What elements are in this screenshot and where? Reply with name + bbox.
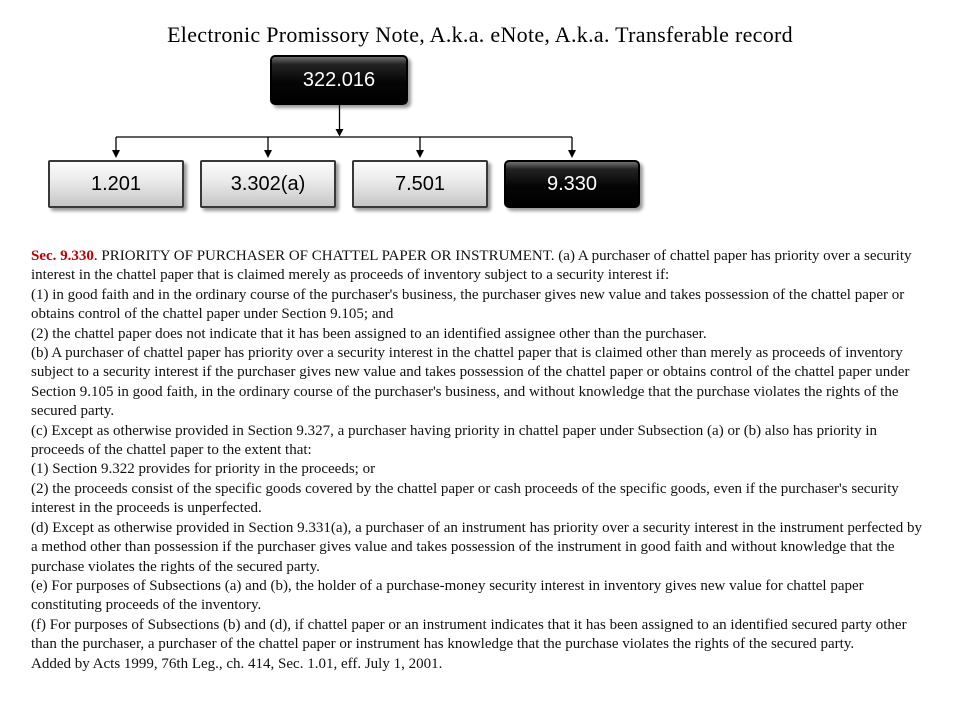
node-label: 9.330	[546, 172, 598, 195]
node-3-302a	[200, 160, 336, 208]
node-1-201	[48, 160, 184, 208]
statute-credit-line: Added by Acts 1999, 76th Leg., ch. 414, Sec. 1.01, eff. July 1, 2001.	[31, 655, 443, 672]
statute-text	[31, 247, 932, 674]
section-hierarchy-diagram	[0, 0, 960, 230]
statute-paragraph: (c) Except as otherwise provided in Section 9.327, a purchaser having priority in chattel paper under Subsection (a) or (b) also has priority in proceeds of the chattel paper to the extent that:	[31, 422, 877, 459]
statute-paragraph: (1) Section 9.322 provides for priority in the proceeds; or	[31, 461, 376, 478]
node-label: 7.501	[394, 172, 446, 195]
statute-paragraph: (2) the proceeds consist of the specific goods covered by the chattel paper or cash proceeds of the specific goods, even if the purchaser's security interest in the proceeds is unperfected.	[31, 480, 899, 517]
statute-section-label: Sec. 9.330	[31, 248, 94, 264]
node-322-016	[270, 55, 408, 105]
slide-title: Electronic Promissory Note, A.k.a. eNote, A.k.a. Transferable record	[167, 22, 793, 47]
statute-paragraph: (1) in good faith and in the ordinary course of the purchaser's business, the purchaser gives new value and takes possession of the chattel paper or obtains control of the chattel paper under Section 9.105; and	[31, 286, 905, 323]
node-label: 1.201	[90, 172, 142, 195]
statute-paragraph: (f) For purposes of Subsections (b) and (d), if chattel paper or an instrument indicates that it has been assigned to an identified secured party other than the purchaser, a purchaser of the chattel paper or instrument has knowledge that the purchase violates the rights of the secured party.	[31, 616, 907, 653]
statute-paragraph: (b) A purchaser of chattel paper has priority over a security interest in the chattel paper that is claimed other than merely as proceeds of inventory subject to a security interest if the purchaser gives new value and takes possession of the chattel paper or obtains control of the chattel paper under Section 9.105 in good faith, in the ordinary course of the purchaser's business, and without knowledge that the purchase violates the rights of the secured party.	[31, 345, 910, 420]
statute-paragraph: (e) For purposes of Subsections (a) and (b), the holder of a purchase-money security interest in inventory gives new value for chattel paper constituting proceeds of the inventory.	[31, 577, 864, 614]
statute-paragraph: (2) the chattel paper does not indicate that it has been assigned to an identified assignee other than the purchaser.	[31, 325, 707, 342]
node-9-330	[504, 160, 640, 208]
node-label: 3.302(a)	[230, 172, 306, 195]
statute-heading-rest: . PRIORITY OF PURCHASER OF CHATTEL PAPER OR INSTRUMENT. (a) A purchaser of chattel paper has priority over a security interest in the chattel paper that is claimed merely as proceeds of inventory subject to a security interest if:	[31, 248, 912, 284]
statute-paragraph: (d) Except as otherwise provided in Section 9.331(a), a purchaser of an instrument has priority over a security interest in the instrument perfected by a method other than possession if the purchaser gives value and takes possession of the instrument in good faith and without knowledge that the purchase violates the rights of the secured party.	[31, 519, 922, 575]
node-7-501	[352, 160, 488, 208]
node-label: 322.016	[302, 68, 376, 91]
statute-heading-paragraph	[31, 247, 932, 286]
